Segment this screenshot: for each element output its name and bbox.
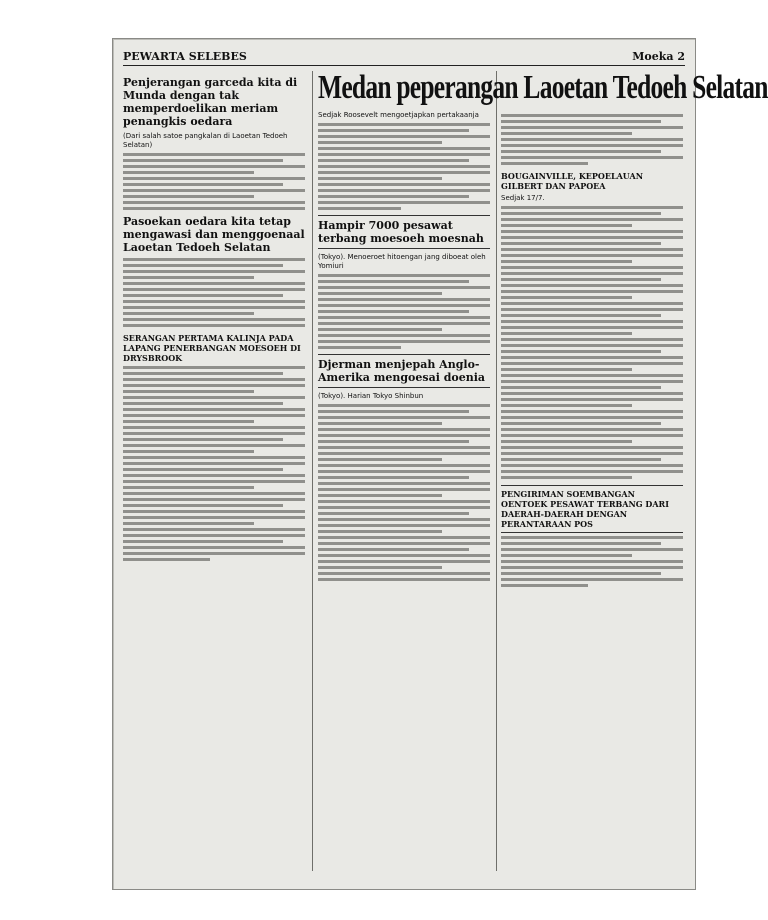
article-line: [123, 480, 305, 483]
newspaper-page: [112, 38, 768, 890]
article-line: [123, 270, 305, 273]
article-line: [501, 156, 683, 159]
column-1: [123, 71, 305, 871]
article-line: [123, 396, 305, 399]
column-3-section-1: BOUGAINVILLE, KEPOELAUAN GILBERT DAN PAPOEA: [501, 171, 644, 191]
column-2: [318, 71, 490, 871]
article-line: [501, 356, 683, 359]
article-line: [123, 177, 305, 180]
article-line: [318, 572, 490, 575]
article-line: [501, 144, 683, 147]
article-line: [318, 422, 442, 425]
article-line: [318, 177, 442, 180]
article-line: [318, 298, 490, 301]
article-line: [318, 506, 490, 509]
article-line: [318, 464, 490, 467]
article-line: [501, 410, 683, 413]
article-line: [318, 334, 490, 337]
article-line: [318, 195, 469, 198]
article-line: [501, 126, 683, 129]
article-line: [123, 486, 254, 489]
article-line: [123, 462, 305, 465]
column-3-section-2: PENGIRIMAN SOEMBANGAN OENTOEK PESAWAT TERBANG DARI DAERAH-DAERAH DENGAN PERANTARAAN POS: [501, 485, 683, 533]
article-line: [501, 138, 683, 141]
article-line: [501, 386, 661, 389]
article-line: [318, 482, 490, 485]
article-line: [318, 189, 490, 192]
article-line: [123, 282, 305, 285]
article-line: [501, 206, 683, 209]
article-line: [501, 578, 683, 581]
column-1-lead-1: (Dari salah satoe pangkalan di Laoetan Tedoeh Selatan): [123, 132, 288, 149]
article-line: [123, 264, 283, 267]
article-line: [123, 288, 305, 291]
article-line: [318, 536, 490, 539]
masthead: [123, 47, 685, 66]
article-line: [318, 428, 490, 431]
article-line: [501, 242, 661, 245]
article-line: [501, 542, 661, 545]
article-line: [123, 528, 305, 531]
article-line: [123, 390, 254, 393]
article-line: [318, 500, 490, 503]
article-line: [123, 450, 254, 453]
article-line: [318, 165, 490, 168]
article-line: [123, 444, 305, 447]
article-line: [501, 470, 683, 473]
article-line: [501, 548, 683, 551]
article-line: [123, 558, 210, 561]
article-line: [318, 280, 469, 283]
article-line: [318, 159, 469, 162]
article-line: [501, 272, 683, 275]
article-line: [318, 524, 490, 527]
article-line: [501, 230, 683, 233]
article-line: [123, 456, 305, 459]
article-line: [123, 324, 305, 327]
article-line: [123, 159, 283, 162]
article-line: [318, 207, 401, 210]
article-line: [123, 540, 283, 543]
article-line: [501, 584, 588, 587]
article-line: [123, 207, 305, 210]
article-line: [123, 432, 305, 435]
article-line: [318, 346, 401, 349]
article-line: [123, 438, 283, 441]
article-line: [318, 328, 442, 331]
article-line: [318, 123, 490, 126]
article-line: [123, 366, 305, 369]
article-line: [318, 416, 490, 419]
article-line: [501, 320, 683, 323]
headline-space: [318, 71, 490, 111]
article-line: [318, 494, 442, 497]
article-line: [318, 183, 490, 186]
article-line: [318, 404, 490, 407]
article-line: [318, 470, 490, 473]
article-line: [501, 296, 632, 299]
article-line: [501, 560, 683, 563]
article-line: [123, 534, 305, 537]
article-line: [501, 120, 661, 123]
article-line: [501, 212, 661, 215]
column-1-headline-3: SERANGAN PERTAMA KALINJA PADA LAPANG PENERBANGAN MOESOEH DI DRYSBROOK: [123, 333, 301, 363]
article-line: [501, 218, 683, 221]
article-line: [501, 224, 632, 227]
article-line: [123, 276, 254, 279]
article-line: [123, 258, 305, 261]
column-3-lead-1: Sedjak 17/7.: [501, 194, 545, 202]
article-line: [501, 150, 661, 153]
article-line: [318, 542, 490, 545]
article-line: [501, 338, 683, 341]
article-line: [501, 536, 683, 539]
article-line: [123, 426, 305, 429]
article-line: [318, 304, 490, 307]
article-line: [123, 183, 283, 186]
article-line: [501, 392, 683, 395]
article-line: [123, 510, 305, 513]
article-line: [123, 384, 305, 387]
article-line: [318, 147, 490, 150]
article-line: [123, 522, 254, 525]
article-line: [501, 114, 683, 117]
article-line: [318, 476, 469, 479]
article-line: [123, 408, 305, 411]
column-1-headline-2: Pasoekan oedara kita tetap mengawasi dan menggoenaal Laoetan Tedoeh Selatan: [123, 215, 305, 254]
article-line: [123, 492, 305, 495]
article-line: [123, 498, 305, 501]
article-line: [318, 458, 442, 461]
article-line: [501, 446, 683, 449]
article-line: [318, 292, 442, 295]
article-line: [318, 488, 490, 491]
article-line: [123, 378, 305, 381]
article-line: [123, 402, 283, 405]
column-divider-1: [312, 71, 313, 871]
article-line: [318, 530, 442, 533]
article-line: [123, 201, 305, 204]
article-line: [318, 566, 442, 569]
article-line: [123, 153, 305, 156]
article-line: [501, 566, 683, 569]
page-label: Moeka 2: [632, 50, 685, 63]
article-line: [501, 266, 683, 269]
article-line: [123, 414, 305, 417]
article-line: [123, 474, 305, 477]
article-line: [501, 422, 661, 425]
article-line: [501, 284, 683, 287]
article-line: [318, 518, 490, 521]
main-headline: Medan peperangan Laoetan Tedoeh Selatan: [318, 69, 768, 106]
article-line: [123, 171, 254, 174]
publication-name: PEWARTA SELEBES: [123, 50, 247, 63]
article-line: [123, 306, 305, 309]
column-2-lead-2: (Tokyo). Menoeroet hitoengan jang diboeat oleh Yomiuri: [318, 253, 486, 270]
column-1-headline-1: Penjerangan garceda kita di Munda dengan tak memperdoelikan meriam penangkis oedara: [123, 76, 298, 128]
article-line: [501, 554, 632, 557]
article-line: [501, 326, 683, 329]
article-line: [318, 129, 469, 132]
article-line: [501, 464, 683, 467]
article-line: [501, 162, 588, 165]
column-2-headline-1: Hampir 7000 pesawat terbang moesoeh moesnah: [318, 215, 490, 249]
article-line: [501, 332, 632, 335]
column-2-lead-1: Sedjak Roosevelt mengoetjapkan pertakaanja: [318, 111, 479, 119]
article-line: [501, 314, 661, 317]
article-line: [501, 434, 683, 437]
article-line: [501, 260, 632, 263]
article-line: [501, 398, 683, 401]
article-line: [501, 290, 683, 293]
article-line: [318, 310, 469, 313]
article-line: [501, 428, 683, 431]
article-line: [123, 420, 254, 423]
article-line: [501, 440, 632, 443]
article-line: [501, 350, 661, 353]
article-line: [318, 201, 490, 204]
article-line: [318, 340, 490, 343]
article-line: [123, 294, 283, 297]
article-line: [318, 560, 490, 563]
article-line: [318, 141, 442, 144]
article-line: [501, 254, 683, 257]
article-line: [501, 278, 661, 281]
article-line: [123, 552, 305, 555]
article-line: [123, 165, 305, 168]
article-line: [123, 372, 283, 375]
article-line: [318, 153, 490, 156]
headline-space: [501, 71, 683, 111]
article-line: [318, 286, 490, 289]
article-line: [318, 440, 469, 443]
column-3: [501, 71, 683, 871]
article-line: [318, 512, 469, 515]
article-line: [318, 410, 469, 413]
article-line: [501, 308, 683, 311]
article-line: [123, 312, 254, 315]
article-line: [501, 362, 683, 365]
article-line: [318, 578, 490, 581]
article-line: [318, 434, 490, 437]
article-line: [318, 554, 490, 557]
article-line: [318, 446, 490, 449]
article-line: [501, 302, 683, 305]
article-line: [123, 189, 305, 192]
article-line: [318, 171, 490, 174]
article-line: [318, 316, 490, 319]
article-line: [501, 452, 683, 455]
article-line: [123, 516, 305, 519]
article-line: [501, 368, 632, 371]
article-line: [501, 374, 683, 377]
article-line: [501, 380, 683, 383]
article-line: [501, 344, 683, 347]
article-line: [501, 416, 683, 419]
article-line: [318, 548, 469, 551]
article-line: [501, 476, 632, 479]
article-line: [318, 274, 490, 277]
article-line: [318, 322, 490, 325]
article-line: [123, 318, 305, 321]
column-2-headline-2: Djerman menjepah Anglo-Amerika mengoesai doenia: [318, 354, 490, 388]
article-line: [501, 236, 683, 239]
article-line: [123, 300, 305, 303]
article-line: [501, 572, 661, 575]
column-divider-2: [496, 71, 497, 871]
article-line: [501, 132, 632, 135]
article-line: [501, 404, 632, 407]
column-2-lead-3: (Tokyo). Harian Tokyo Shinbun: [318, 392, 424, 400]
article-line: [501, 458, 661, 461]
article-line: [318, 135, 490, 138]
article-line: [123, 504, 283, 507]
article-line: [123, 468, 283, 471]
article-line: [123, 195, 254, 198]
article-line: [501, 248, 683, 251]
article-line: [318, 452, 490, 455]
article-line: [123, 546, 305, 549]
